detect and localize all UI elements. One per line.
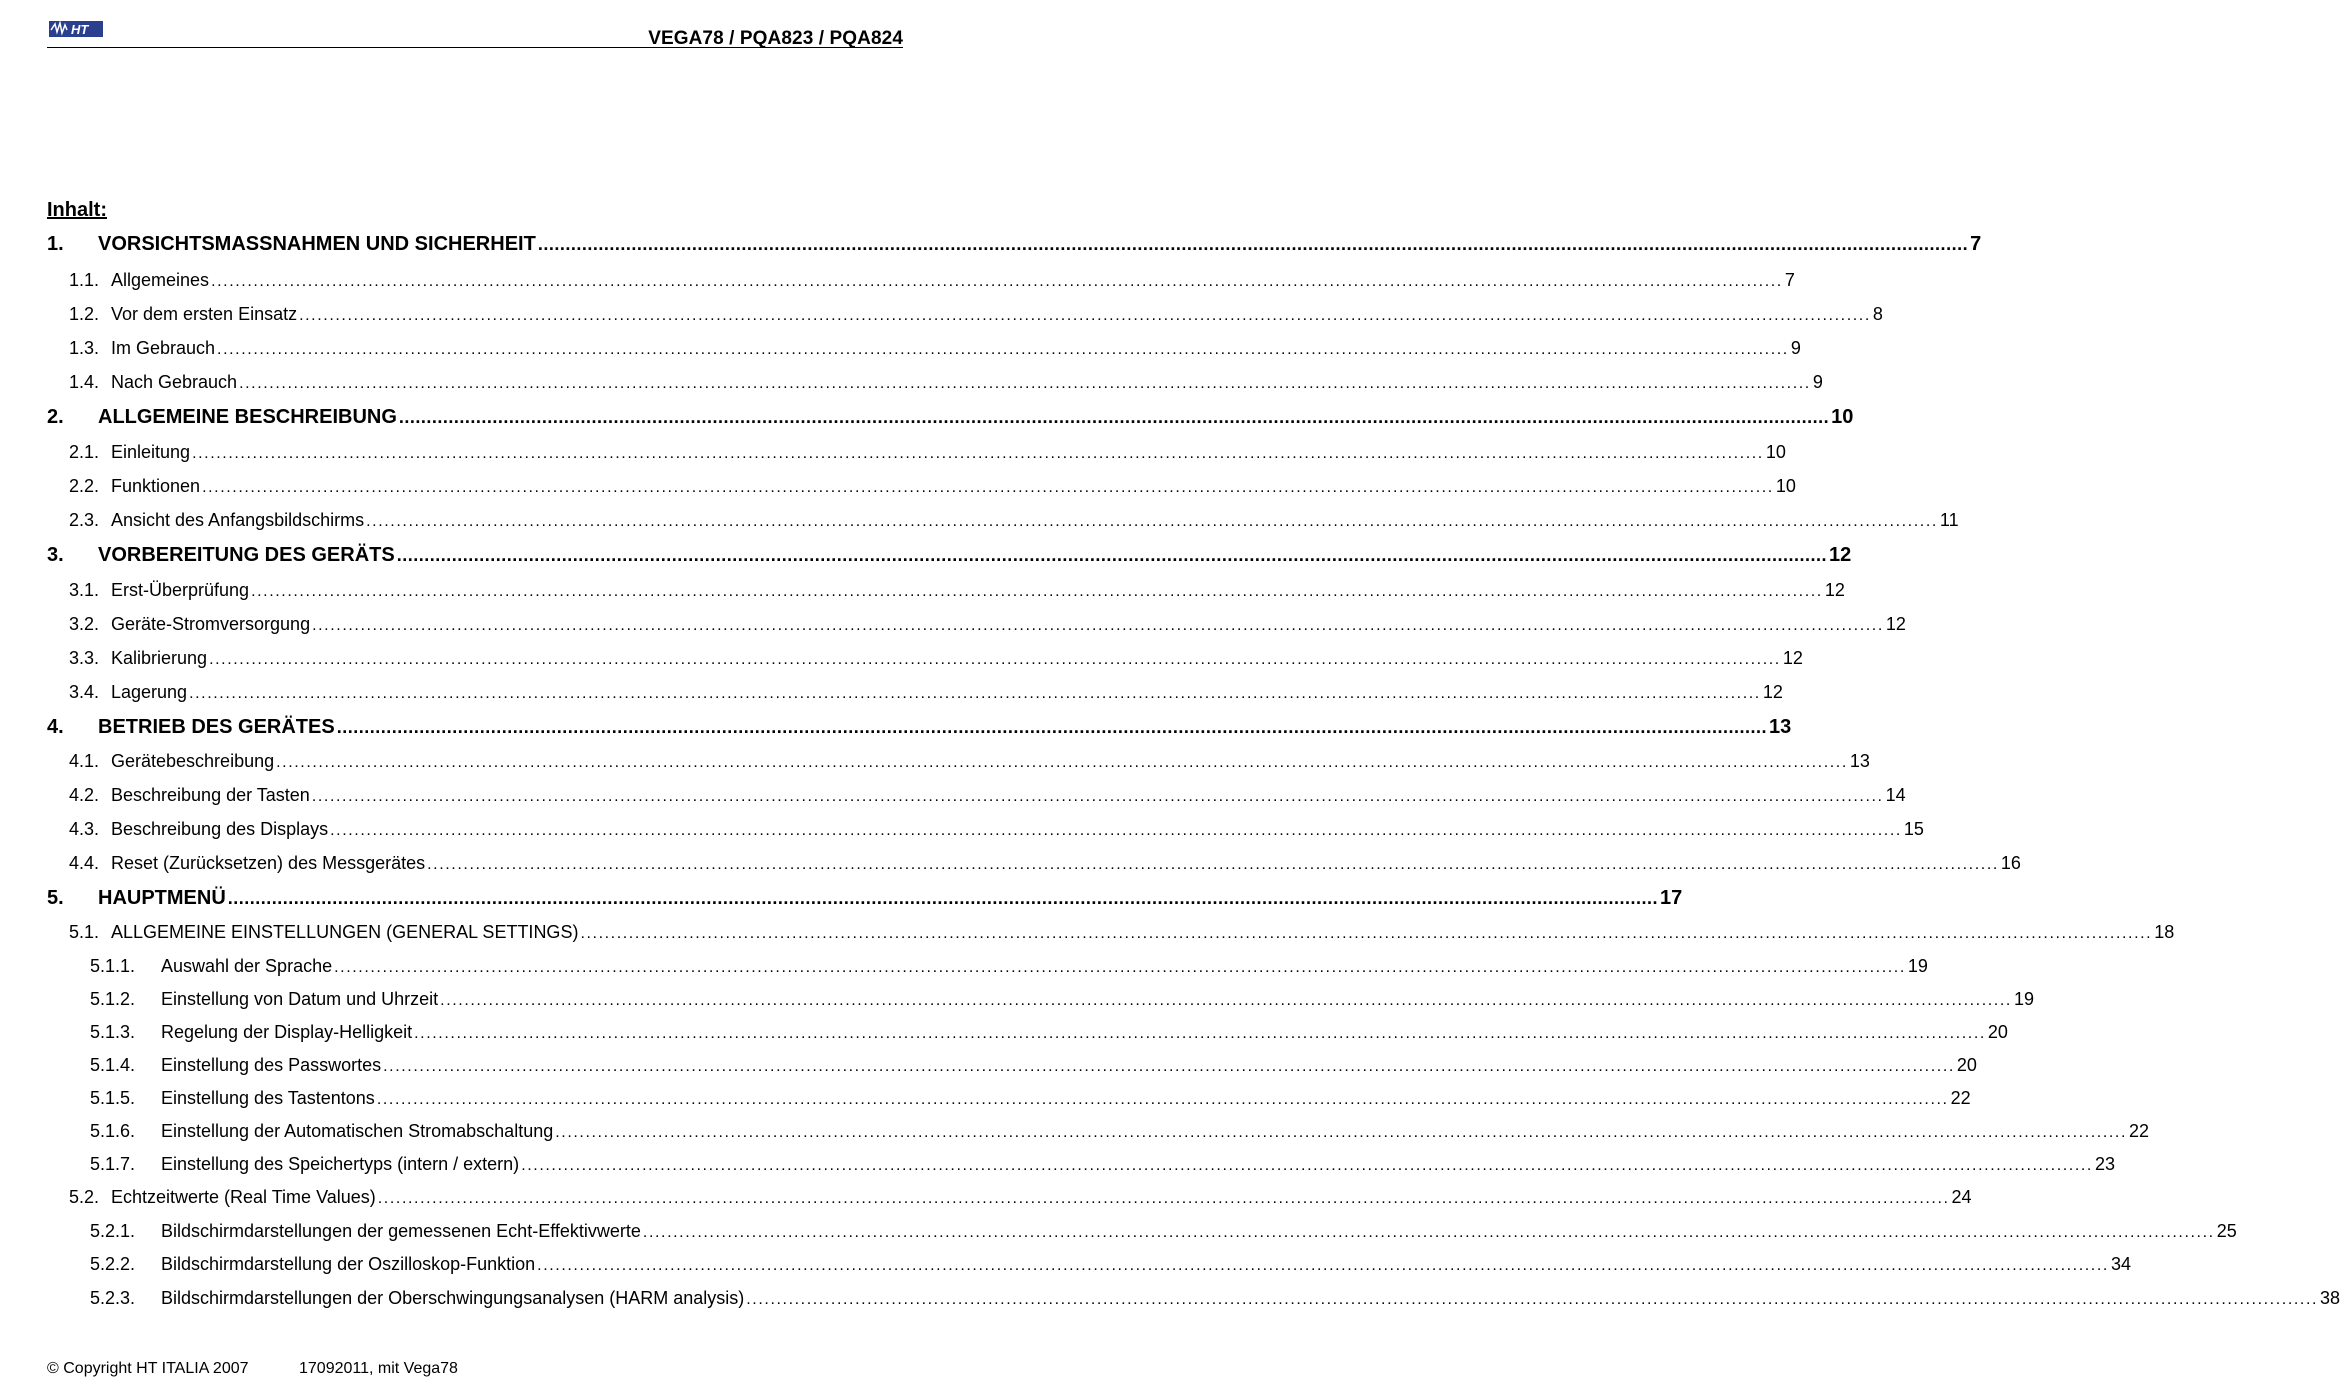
toc-entry-number: 3.3. — [69, 648, 100, 668]
copyright-text: © Copyright HT ITALIA 2007 — [47, 1360, 249, 1377]
toc-entry-5-2-1[interactable] — [90, 1221, 2237, 1247]
toc-entry-page: 34 — [2110, 1254, 2131, 1274]
toc-dot-leader: .................................................................................................................................................................................................................................................................... — [192, 445, 1764, 462]
toc-dot-leader: .................................................................................................................................................................................................................................................................... — [209, 651, 1781, 668]
toc-entry-page: 13 — [1849, 751, 1870, 771]
toc-entry-number: 5.1.5. — [90, 1088, 136, 1108]
toc-heading: Inhalt: — [47, 199, 107, 221]
toc-dot-leader: .................................................................................................................................................................................................................................................................... — [580, 925, 2153, 942]
toc-entry-number: 5.2. — [69, 1187, 100, 1207]
toc-entry-page: 7 — [1970, 233, 1982, 255]
version-text: 17092011, mit Vega78 — [299, 1360, 458, 1377]
toc-dot-leader: .................................................................................................................................................................................................................................................................... — [376, 1091, 1949, 1108]
toc-dot-leader: .................................................................................................................................................................................................................................................................... — [251, 583, 1823, 600]
toc-entry-title: Geräte-Stromversorgung — [111, 614, 311, 634]
toc-dot-leader: .................................................................................................................................................................................................................................................................... — [642, 1224, 2215, 1241]
toc-entry-title: VORBEREITUNG DES GERÄTS — [98, 544, 395, 566]
toc-entry-title: ALLGEMEINE BESCHREIBUNG — [98, 406, 397, 428]
toc-entry-page: 22 — [1950, 1088, 1971, 1108]
toc-entry-page: 8 — [1872, 304, 1883, 324]
toc-entry-title: Vor dem ersten Einsatz — [111, 304, 298, 324]
toc-entry-title: Lagerung — [111, 682, 188, 702]
toc-dot-leader: .................................................................................................................................................................................................................................................................... — [227, 888, 1659, 908]
toc-entry-page: 10 — [1765, 442, 1786, 462]
toc-entry-number: 2.1. — [69, 442, 100, 462]
toc-dot-leader: .................................................................................................................................................................................................................................................................... — [414, 1025, 1986, 1042]
toc-entry-title: Funktionen — [111, 476, 201, 496]
toc-entry-page: 24 — [1951, 1187, 1972, 1207]
toc-entry-page: 23 — [2094, 1154, 2115, 1174]
toc-entry-page: 12 — [1824, 580, 1845, 600]
toc-entry-title: Ansicht des Anfangsbildschirms — [111, 510, 365, 530]
toc-entry-4-4[interactable] — [69, 853, 2021, 879]
toc-entry-number: 5.2.3. — [90, 1288, 136, 1308]
toc-entry-number: 5. — [47, 887, 64, 909]
toc-entry-title: Nach Gebrauch — [111, 372, 238, 392]
toc-entry-5-1-7[interactable] — [90, 1154, 2115, 1180]
toc-entry-2-2[interactable] — [69, 476, 1796, 502]
toc-dot-leader: .................................................................................................................................................................................................................................................................... — [521, 1157, 2093, 1174]
toc-entry-number: 3.4. — [69, 682, 100, 702]
toc-entry-number: 4.4. — [69, 853, 100, 873]
toc-entry-page: 11 — [1939, 510, 1959, 530]
toc-entry-1-1[interactable] — [69, 270, 1795, 296]
toc-entry-title: VORSICHTSMASSNAHMEN UND SICHERHEIT — [98, 233, 536, 255]
page-footer — [47, 1360, 458, 1378]
toc-entry-title: Regelung der Display-Helligkeit — [161, 1022, 413, 1042]
toc-entry-1-2[interactable] — [69, 304, 1883, 330]
toc-dot-leader: .................................................................................................................................................................................................................................................................... — [330, 822, 1902, 839]
svg-text:HT: HT — [71, 22, 89, 37]
toc-entry-number: 3.2. — [69, 614, 100, 634]
toc-entry-number: 1.2. — [69, 304, 100, 324]
toc-entry-number: 4.3. — [69, 819, 100, 839]
toc-entry-number: 2.3. — [69, 510, 100, 530]
toc-entry-title: Bildschirmdarstellung der Oszilloskop-Funktion — [161, 1254, 536, 1274]
toc-entry-page: 12 — [1762, 682, 1783, 702]
toc-entry-number: 2. — [47, 406, 64, 428]
toc-entry-number: 2.2. — [69, 476, 100, 496]
toc-entry-number: 4.1. — [69, 751, 100, 771]
toc-dot-leader: .................................................................................................................................................................................................................................................................... — [377, 1190, 1950, 1207]
toc-entry-page: 14 — [1885, 785, 1906, 805]
toc-dot-leader: .................................................................................................................................................................................................................................................................... — [383, 1058, 1955, 1075]
toc-entry-title: Gerätebeschreibung — [111, 751, 275, 771]
toc-dot-leader: .................................................................................................................................................................................................................................................................... — [398, 407, 1830, 427]
toc-entry-1[interactable] — [47, 233, 1982, 259]
toc-entry-page: 20 — [1987, 1022, 2008, 1042]
toc-entry-number: 5.1.7. — [90, 1154, 136, 1174]
toc-dot-leader: .................................................................................................................................................................................................................................................................... — [299, 307, 1871, 324]
toc-entry-title: Einstellung des Speichertyps (intern / extern) — [161, 1154, 520, 1174]
toc-entry-title: Einstellung des Passwortes — [161, 1055, 382, 1075]
toc-dot-leader: .................................................................................................................................................................................................................................................................... — [537, 234, 1969, 254]
toc-dot-leader: .................................................................................................................................................................................................................................................................... — [276, 754, 1848, 771]
toc-entry-5-2-3[interactable] — [90, 1288, 2340, 1314]
toc-entry-page: 10 — [1775, 476, 1796, 496]
toc-dot-leader: .................................................................................................................................................................................................................................................................... — [217, 341, 1789, 358]
toc-entry-title: Beschreibung des Displays — [111, 819, 329, 839]
toc-dot-leader: .................................................................................................................................................................................................................................................................... — [189, 685, 1761, 702]
toc-entry-4-2[interactable] — [69, 785, 1906, 811]
toc-entry-title: Einstellung des Tastentons — [161, 1088, 375, 1108]
toc-entry-number: 1. — [47, 233, 64, 255]
toc-entry-page: 12 — [1782, 648, 1803, 668]
toc-entry-number: 5.2.1. — [90, 1221, 136, 1241]
toc-entry-4-3[interactable] — [69, 819, 1924, 845]
toc-entry-number: 4. — [47, 716, 64, 738]
toc-entry-2-1[interactable] — [69, 442, 1786, 468]
toc-entry-number: 5.1.4. — [90, 1055, 136, 1075]
toc-entry-title: Bildschirmdarstellungen der gemessenen Echt-Effektivwerte — [161, 1221, 641, 1241]
toc-entry-title: HAUPTMENÜ — [98, 887, 226, 909]
toc-entry-title: Beschreibung der Tasten — [111, 785, 310, 805]
toc-entry-page: 12 — [1828, 544, 1852, 566]
toc-entry-title: BETRIEB DES GERÄTES — [98, 716, 335, 738]
toc-entry-page: 13 — [1768, 716, 1792, 738]
toc-entry-page: 19 — [1907, 956, 1928, 976]
toc-entry-number: 5.1.3. — [90, 1022, 136, 1042]
toc-entry-number: 5.1. — [69, 922, 100, 942]
toc-entry-number: 5.1.1. — [90, 956, 136, 976]
toc-entry-2[interactable] — [47, 406, 1854, 432]
toc-dot-leader: .................................................................................................................................................................................................................................................................... — [311, 788, 1884, 805]
toc-dot-leader: .................................................................................................................................................................................................................................................................... — [555, 1124, 2128, 1141]
toc-dot-leader: .................................................................................................................................................................................................................................................................... — [537, 1257, 2109, 1274]
document-title: VEGA78 / PQA823 / PQA824 — [648, 28, 903, 49]
toc-entry-title: Bildschirmdarstellungen der Oberschwingungsanalysen (HARM analysis) — [161, 1288, 745, 1308]
toc-dot-leader: .................................................................................................................................................................................................................................................................... — [312, 617, 1884, 634]
toc-entry-page: 38 — [2320, 1288, 2340, 1308]
toc-entry-page: 20 — [1956, 1055, 1977, 1075]
toc-entry-title: Auswahl der Sprache — [161, 956, 333, 976]
toc-dot-leader: .................................................................................................................................................................................................................................................................... — [440, 992, 2012, 1009]
toc-entry-number: 1.1. — [69, 270, 100, 290]
toc-dot-leader: .................................................................................................................................................................................................................................................................... — [211, 273, 1783, 290]
toc-entry-5[interactable] — [47, 887, 1683, 913]
toc-entry-page: 7 — [1784, 270, 1795, 290]
toc-entry-5-1-4[interactable] — [90, 1055, 1977, 1081]
toc-entry-page: 18 — [2154, 922, 2175, 942]
toc-entry-title: Kalibrierung — [111, 648, 208, 668]
toc-entry-title: ALLGEMEINE EINSTELLUNGEN (GENERAL SETTINGS) — [111, 922, 579, 942]
toc-entry-3-4[interactable] — [69, 682, 1783, 708]
toc-entry-title: Einleitung — [111, 442, 191, 462]
toc-entry-number: 5.1.2. — [90, 989, 136, 1009]
toc-entry-title: Erst-Überprüfung — [111, 580, 250, 600]
toc-entry-1-4[interactable] — [69, 372, 1823, 398]
toc-entry-title: Einstellung von Datum und Uhrzeit — [161, 989, 439, 1009]
toc-entry-5-1-1[interactable] — [90, 956, 1928, 982]
toc-entry-3-1[interactable] — [69, 580, 1845, 606]
toc-dot-leader: .................................................................................................................................................................................................................................................................... — [427, 856, 1999, 873]
toc-entry-5-1-6[interactable] — [90, 1121, 2150, 1147]
toc-dot-leader: .................................................................................................................................................................................................................................................................... — [396, 545, 1827, 565]
toc-entry-page: 16 — [2000, 853, 2021, 873]
toc-dot-leader: .................................................................................................................................................................................................................................................................... — [336, 717, 1767, 737]
toc-entry-title: Einstellung der Automatischen Stromabschaltung — [161, 1121, 554, 1141]
toc-entry-number: 1.3. — [69, 338, 100, 358]
toc-entry-3[interactable] — [47, 544, 1852, 570]
toc-entry-number: 5.1.6. — [90, 1121, 136, 1141]
toc-entry-5-1-5[interactable] — [90, 1088, 1971, 1114]
toc-entry-5-2-2[interactable] — [90, 1254, 2131, 1280]
toc-entry-5-1-3[interactable] — [90, 1022, 2008, 1048]
toc-entry-2-3[interactable] — [69, 510, 1959, 536]
toc-entry-title: Reset (Zurücksetzen) des Messgerätes — [111, 853, 426, 873]
toc-entry-4[interactable] — [47, 716, 1792, 742]
toc-dot-leader: .................................................................................................................................................................................................................................................................... — [334, 959, 1906, 976]
toc-entry-number: 5.2.2. — [90, 1254, 136, 1274]
toc-entry-title: Im Gebrauch — [111, 338, 216, 358]
toc-entry-3-3[interactable] — [69, 648, 1803, 674]
toc-dot-leader: .................................................................................................................................................................................................................................................................... — [366, 513, 1938, 530]
toc-entry-3-2[interactable] — [69, 614, 1906, 640]
toc-entry-1-3[interactable] — [69, 338, 1801, 364]
page-header — [47, 14, 903, 48]
toc-entry-page: 9 — [1812, 372, 1823, 392]
toc-entry-page: 12 — [1885, 614, 1906, 634]
ht-logo — [47, 18, 105, 40]
toc-entry-number: 4.2. — [69, 785, 100, 805]
toc-entry-5-2[interactable] — [69, 1187, 1972, 1213]
toc-entry-page: 19 — [2013, 989, 2034, 1009]
toc-entry-page: 9 — [1790, 338, 1801, 358]
toc-entry-number: 1.4. — [69, 372, 100, 392]
toc-entry-5-1[interactable] — [69, 922, 2175, 948]
toc-entry-page: 15 — [1903, 819, 1924, 839]
toc-entry-page: 17 — [1660, 887, 1683, 909]
toc-entry-4-1[interactable] — [69, 751, 1870, 777]
toc-entry-title: Echtzeitwerte (Real Time Values) — [111, 1187, 376, 1207]
toc-dot-leader: .................................................................................................................................................................................................................................................................... — [746, 1291, 2319, 1308]
toc-entry-page: 22 — [2129, 1121, 2150, 1141]
toc-entry-title: Allgemeines — [111, 270, 210, 290]
toc-entry-page: 25 — [2216, 1221, 2237, 1241]
toc-entry-number: 3. — [47, 544, 64, 566]
toc-entry-page: 10 — [1831, 406, 1854, 428]
toc-entry-number: 3.1. — [69, 580, 100, 600]
toc-dot-leader: .................................................................................................................................................................................................................................................................... — [202, 479, 1774, 496]
toc-dot-leader: .................................................................................................................................................................................................................................................................... — [239, 375, 1811, 392]
toc-entry-5-1-2[interactable] — [90, 989, 2034, 1015]
